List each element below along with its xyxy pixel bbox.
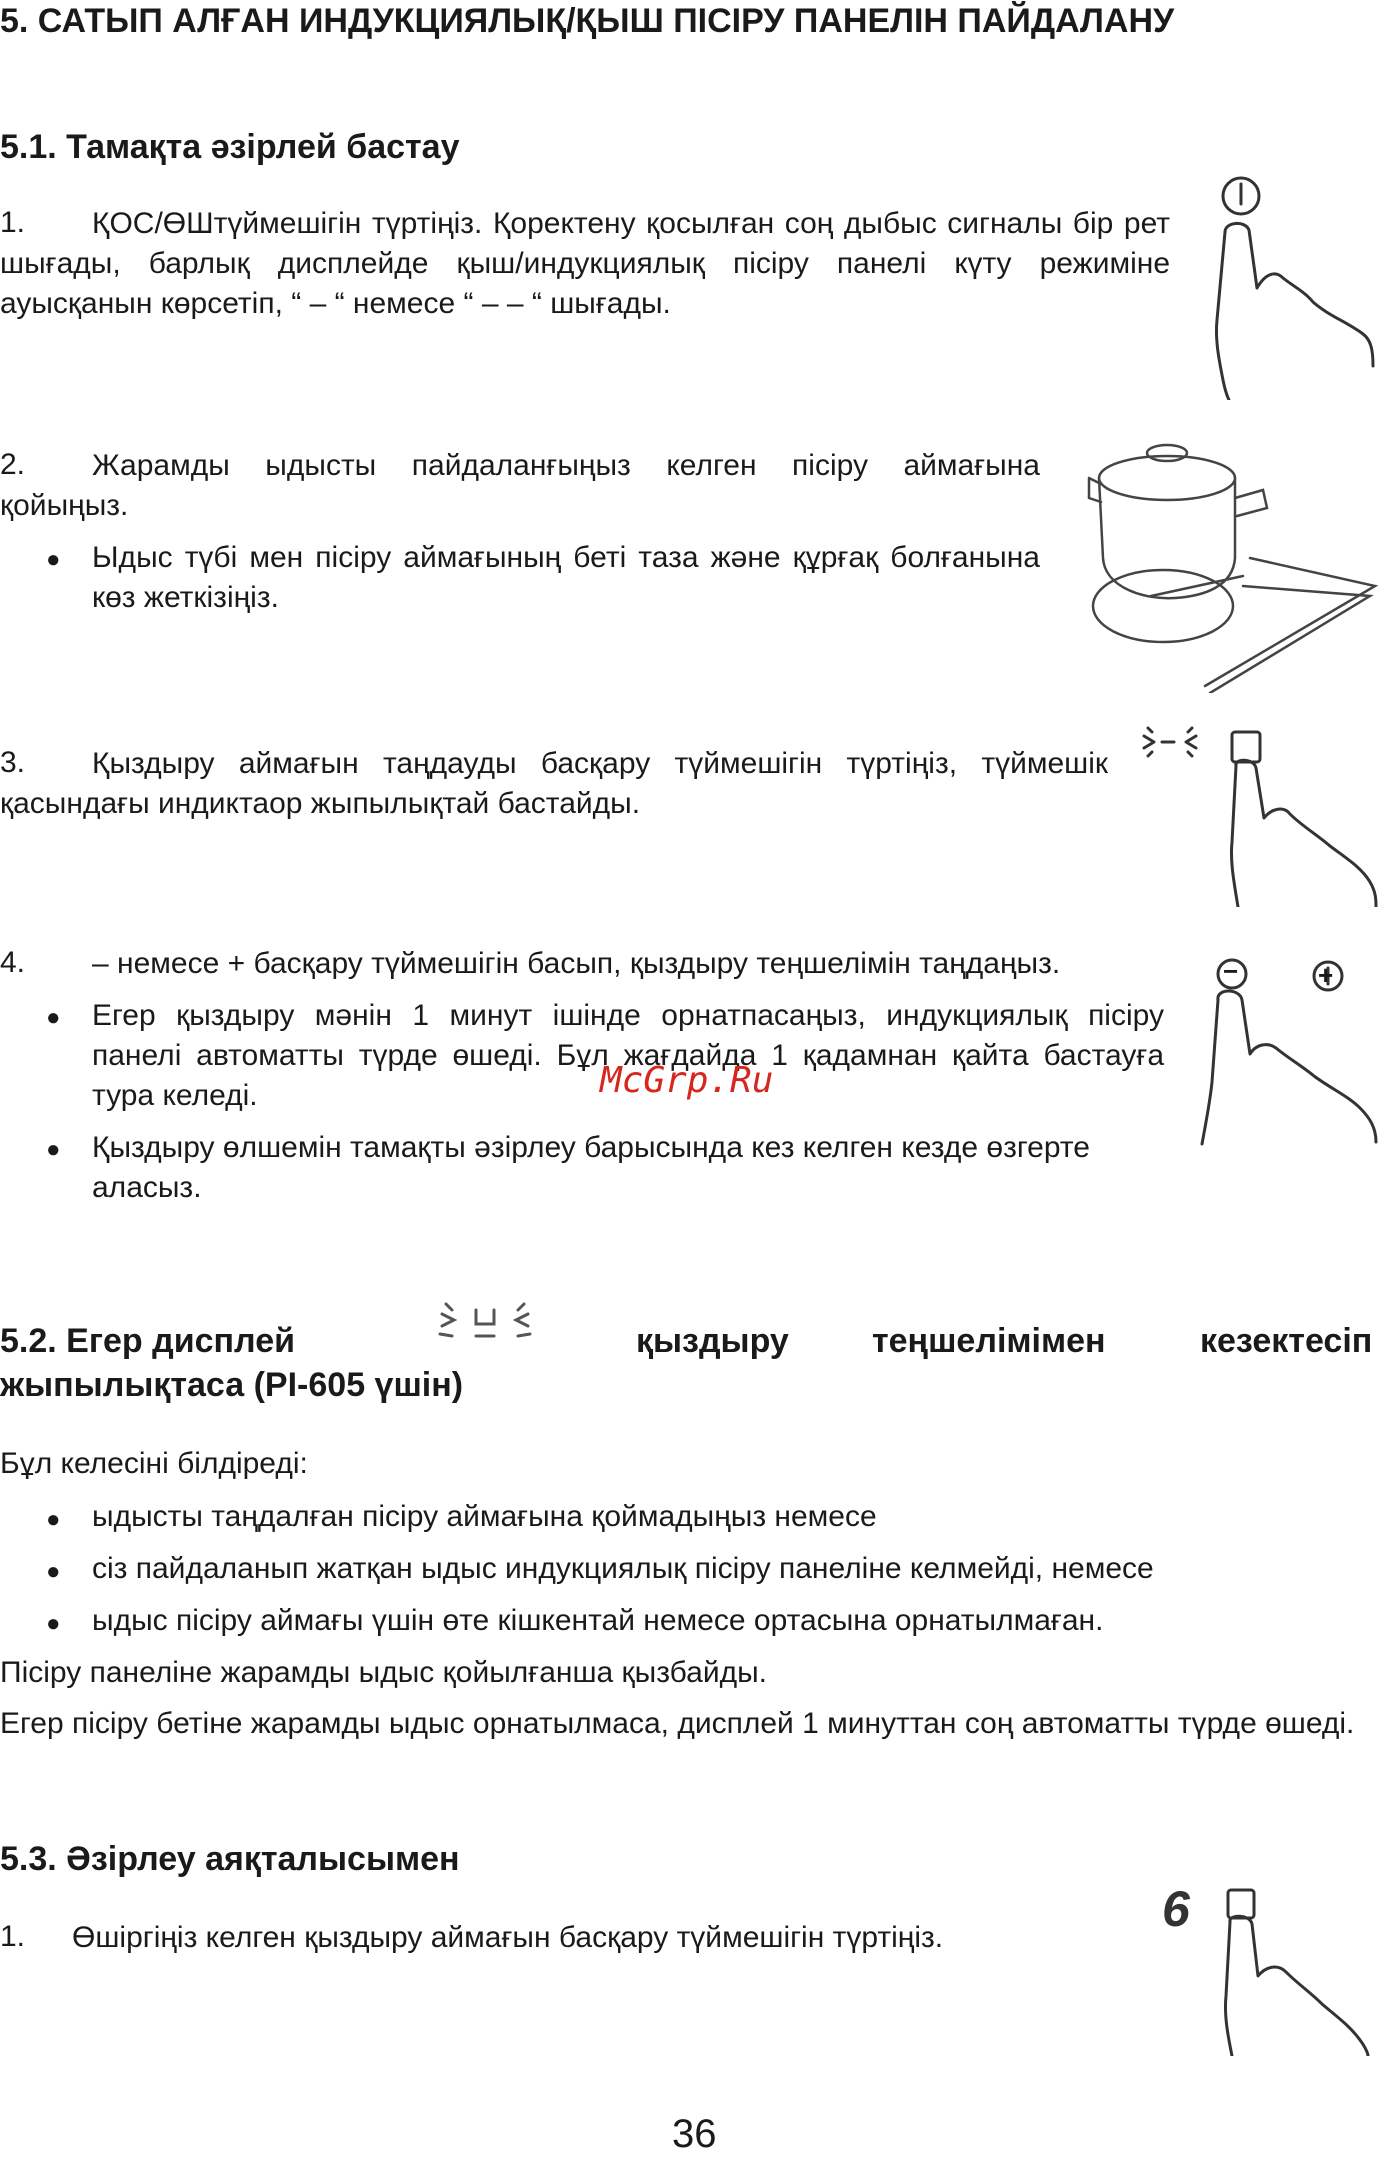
section-5-2-heading-line2: жыпылықтаса (PI-605 үшін) xyxy=(0,1366,464,1404)
step-text: Өшіргіңіз келген қыздыру аймағын басқару түймешігін түртіңіз. xyxy=(72,1921,944,1954)
bullet-text: Қыздыру өлшемін тамақты әзірлеу барысында кез келген кезде өзгерте аласыз. xyxy=(92,1131,1090,1204)
section-5-3-heading: 5.3. Әзірлеу аяқталысымен xyxy=(0,1840,460,1878)
step-number: 4. xyxy=(0,946,26,979)
bullet-marker: ● xyxy=(46,1610,61,1637)
step-text: Қыздыру аймағын таңдауды басқару түймешігін түртіңіз, түймешік қасындағы индиктаор жыпылықтай бастайды. xyxy=(0,747,1108,820)
heading-word: кезектесіп xyxy=(1200,1322,1373,1360)
step-number: 1. xyxy=(0,206,26,239)
step-number: 1. xyxy=(0,1920,26,1953)
bullet-text: Егер қыздыру мәнін 1 минут ішінде орнатпасаңыз, индукциялық пісіру панелі автоматты түрде өшеді. Бұл жағдайда 1 қадамнан қайта бастауға тура келеді. xyxy=(92,999,1164,1112)
step-text: – немесе + басқару түймешігін басып, қыздыру теңшелімін таңдаңыз. xyxy=(92,947,1061,980)
bullet-text: ыдысты таңдалған пісіру аймағына қоймадыңыз немесе xyxy=(92,1500,877,1533)
paragraph: Егер пісіру бетіне жарамды ыдыс орнатылмаса, дисплей 1 минуттан соң автоматты түрде өшеді. xyxy=(0,1707,1355,1740)
step-number: 2. xyxy=(0,448,26,481)
intro-text: Бұл келесіні білдіреді: xyxy=(0,1447,308,1480)
bullet-text: ыдыс пісіру аймағы үшін өте кішкентай немесе ортасына орнатылмаған. xyxy=(92,1604,1104,1637)
page-number: 36 xyxy=(672,2112,717,2156)
bullet-marker: ● xyxy=(46,1558,61,1585)
page-title: 5. САТЫП АЛҒАН ИНДУКЦИЯЛЫҚ/ҚЫШ ПІСІРУ ПАНЕЛІН ПАЙДАЛАНУ xyxy=(0,2,1175,40)
bullet-text: Ыдыс түбі мен пісіру аймағының беті таза және құрғақ болғанына көз жеткізіңіз. xyxy=(92,541,1040,614)
step-text: ҚОС/ӨШтүймешігін түртіңіз. Қоректену қосылған соң дыбыс сигналы бір рет шығады, барлық дисплейде қыш/индукциялық пісіру панелі күту режиміне ауысқанын көрсетіп, “ – “ немесе “ – – “ шығады. xyxy=(0,207,1170,320)
plus-symbol: + xyxy=(1318,960,1334,990)
finger-press-power-icon xyxy=(1205,170,1380,400)
watermark: McGrp.Ru xyxy=(600,1060,774,1101)
paragraph: Пісіру панеліне жарамды ыдыс қойылғанша қызбайды. xyxy=(0,1656,767,1689)
step-text: Жарамды ыдысты пайдаланғыңыз келген пісіру аймағына қойыңыз. xyxy=(0,449,1040,522)
display-digit: 6 xyxy=(1162,1881,1190,1937)
step-number: 3. xyxy=(0,746,26,779)
section-5-1-heading: 5.1. Тамақта әзірлей бастау xyxy=(0,128,460,166)
bullet-text: сіз пайдаланып жатқан ыдыс индукциялық пісіру панеліне келмейді, немесе xyxy=(92,1552,1154,1585)
section-5-2-heading: 5.2. Егер дисплей xyxy=(0,1322,296,1360)
pot-on-hob-illustration xyxy=(1085,428,1380,693)
bullet-marker: ● xyxy=(46,1004,61,1031)
heading-word: теңшелімімен xyxy=(872,1322,1106,1360)
finger-press-zone-off-icon xyxy=(1200,1886,1380,2056)
finger-press-zone-select-icon xyxy=(1140,722,1385,907)
display-blinking-icon xyxy=(436,1300,536,1350)
heading-word: қыздыру xyxy=(636,1322,789,1360)
bullet-marker: ● xyxy=(46,1506,61,1533)
bullet-marker: ● xyxy=(46,546,61,573)
bullet-marker: ● xyxy=(46,1136,61,1163)
minus-symbol: − xyxy=(1223,956,1239,986)
